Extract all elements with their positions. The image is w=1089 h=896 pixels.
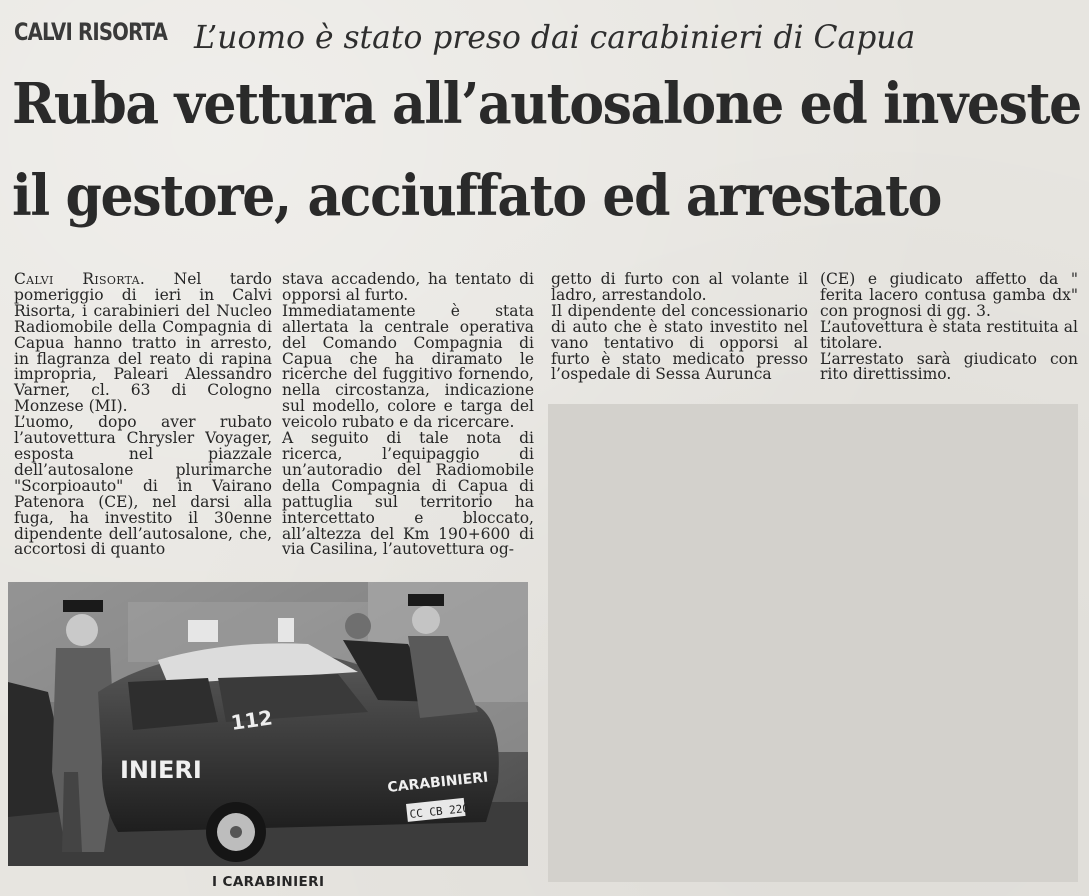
article-paragraph: (CE) e giudicato affetto da " ferita lacero contusa gamba dx" con prognosi di gg. 3.	[820, 270, 1078, 320]
kicker-row	[14, 12, 1074, 62]
section-tag: CALVI RISORTA	[14, 18, 168, 46]
article-column-2	[282, 272, 534, 558]
car-door-lettering: INIERI	[120, 756, 202, 784]
dateline: Calvi Risorta.	[14, 270, 146, 288]
car-rear-lettering: CARABINIERI	[386, 769, 489, 796]
photo-illustration	[8, 582, 528, 866]
headline	[12, 58, 1082, 242]
article-column-4	[820, 272, 1078, 383]
news-photo	[8, 582, 528, 866]
article-paragraph: stava accadendo, ha tentato di opporsi al furto.	[282, 270, 534, 304]
article-paragraph: A seguito di tale nota di ricerca, l’equipaggio di un’autoradio del Radiomobile della Compagnia di Capua di pattuglia sul territorio ha intercettato e bloccato, all’altezza del Km 190+600 di via Casilina, l’autovettura og-	[282, 429, 534, 559]
car-number: 112	[229, 705, 275, 735]
headline-line-2: il gestore, acciuffato ed arrestato	[12, 163, 942, 229]
kicker: L’uomo è stato preso dai carabinieri di Capua	[194, 18, 916, 56]
blank-page-area	[548, 404, 1078, 882]
headline-line-1: Ruba vettura all’autosalone ed investe	[12, 71, 1081, 137]
paragraph-text: Nel tardo pomeriggio di ieri in Calvi Risorta, i carabinieri del Nucleo Radiomobile della Compagnia di Capua hanno tratto in arresto, in flagranza del reato di rapina impropria, Paleari Alessandro Varner, cl. 63 di Cologno Monzese (MI).	[14, 270, 272, 416]
article-paragraph	[14, 272, 272, 415]
article-paragraph: getto di furto con al volante il ladro, arrestandolo.	[551, 270, 808, 304]
article-column-1	[14, 272, 272, 558]
article-paragraph: L’uomo, dopo aver rubato l’autovettura Chrysler Voyager, esposta nel piazzale dell’autosalone plurimarche "Scorpioauto" di in Vairano Patenora (CE), nel darsi alla fuga, ha investito il 30enne dipendente dell’autosalone, che, accortosi di quanto	[14, 413, 272, 559]
photo-caption: I CARABINIERI	[212, 874, 325, 890]
license-plate: CC CB 220	[408, 801, 470, 821]
article-column-3	[551, 272, 808, 383]
article-paragraph: Il dipendente del concessionario di auto che è stato investito nel vano tentativo di opporsi al furto è stato medicato presso l’ospedale di Sessa Aurunca	[551, 301, 808, 384]
article-paragraph: L’arrestato sarà giudicato con rito direttissimo.	[820, 349, 1078, 384]
article-paragraph: Immediatamente è stata allertata la centrale operativa del Comando Compagnia di Capua che ha diramato le ricerche del fuggitivo fornendo, nella circostanza, indicazione sul modello, colore e targa del veicolo rubato e da ricercare.	[282, 301, 534, 432]
article-paragraph: L’autovettura è stata restituita al titolare.	[820, 317, 1078, 352]
